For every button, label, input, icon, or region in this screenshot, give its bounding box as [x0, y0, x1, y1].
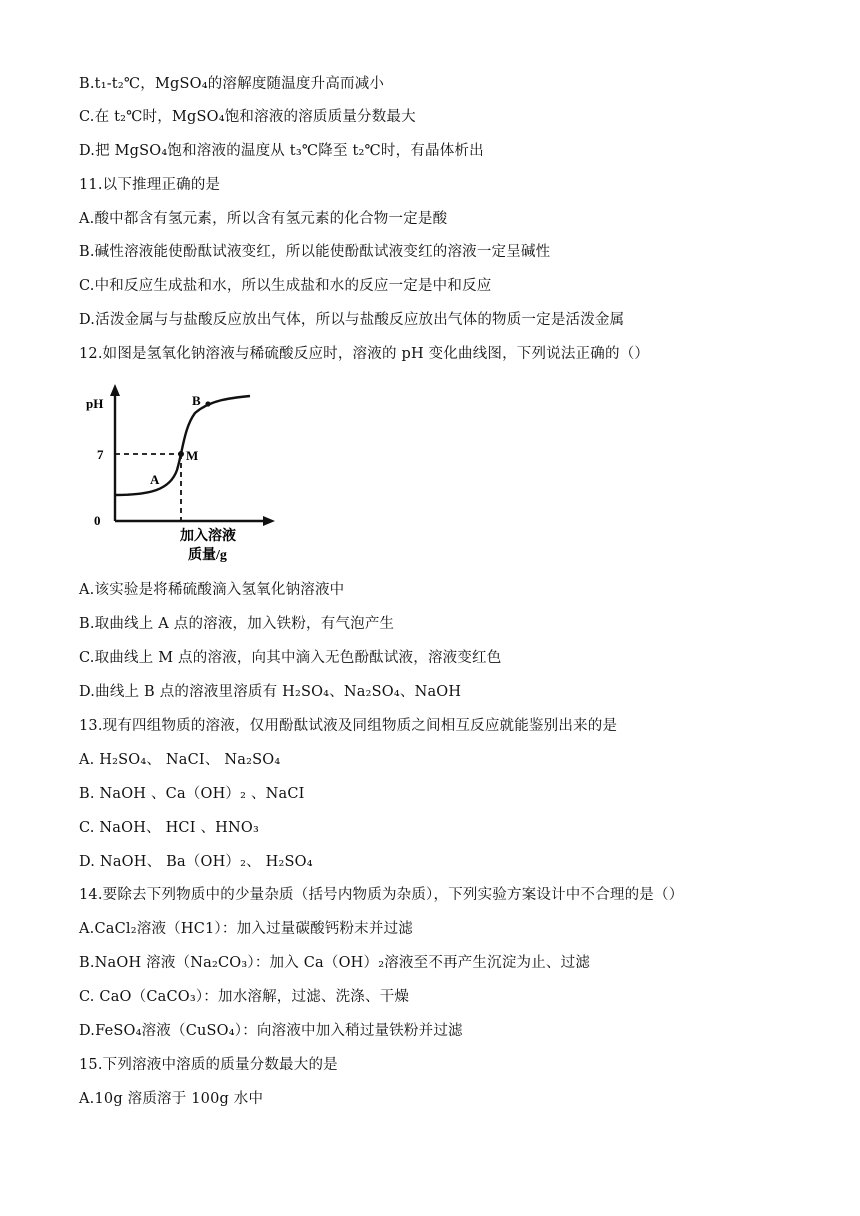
option-11c: C.中和反应生成盐和水，所以生成盐和水的反应一定是中和反应: [79, 278, 492, 294]
x-axis-label-line2: 质量/g: [188, 548, 227, 563]
ph-curve: [115, 396, 250, 495]
y-axis-arrow: [110, 384, 120, 396]
option-14c: C. CaO（CaCO₃）：加水溶解，过滤、洗涤、干燥: [79, 989, 410, 1005]
option-14a: A.CaCl₂溶液（HC1）：加入过量碳酸钙粉末并过滤: [79, 921, 413, 937]
point-m-label: M: [186, 448, 199, 463]
x-axis-arrow: [263, 516, 275, 526]
question-12: 12.如图是氢氧化钠溶液与稀硫酸反应时，溶液的 pH 变化曲线图，下列说法正确的（）: [79, 346, 650, 362]
option-10d: D.把 MgSO₄饱和溶液的温度从 t₃℃降至 t₂℃时，有晶体析出: [79, 143, 484, 159]
option-10b: B.t₁-t₂℃，MgSO₄的溶解度随温度升高而减小: [79, 76, 385, 92]
point-b-label: B: [192, 393, 201, 408]
option-13b: B. NaOH 、Ca（OH）₂ 、NaCI: [79, 786, 305, 802]
option-11b: B.碱性溶液能使酚酞试液变红，所以能使酚酞试液变红的溶液一定呈碱性: [79, 244, 551, 260]
question-14: 14.要除去下列物质中的少量杂质（括号内物质为杂质），下列实验方案设计中不合理的是（）: [79, 887, 684, 903]
option-13d: D. NaOH、 Ba（OH）₂、 H₂SO₄: [79, 854, 313, 870]
question-15: 15.下列溶液中溶质的质量分数最大的是: [79, 1057, 338, 1073]
question-11: 11.以下推理正确的是: [79, 177, 221, 193]
ph-curve-figure: [80, 378, 280, 570]
point-m-marker: [178, 451, 184, 457]
option-12a: A.该实验是将稀硫酸滴入氢氧化钠溶液中: [79, 582, 345, 598]
option-14d: D.FeSO₄溶液（CuSO₄）：向溶液中加入稍过量铁粉并过滤: [79, 1023, 463, 1039]
option-12b: B.取曲线上 A 点的溶液，加入铁粉，有气泡产生: [79, 616, 395, 632]
option-13c: C. NaOH、 HCI 、HNO₃: [79, 820, 259, 836]
tick-label-7: 7: [97, 447, 104, 462]
option-10c: C.在 t₂℃时，MgSO₄饱和溶液的溶质质量分数最大: [79, 109, 416, 125]
option-12c: C.取曲线上 M 点的溶液，向其中滴入无色酚酞试液，溶液变红色: [79, 650, 502, 666]
origin-label: 0: [94, 513, 101, 528]
option-12d: D.曲线上 B 点的溶液里溶质有 H₂SO₄、Na₂SO₄、NaOH: [79, 684, 462, 700]
point-a-label: A: [150, 472, 160, 487]
option-13a: A. H₂SO₄、 NaCI、 Na₂SO₄: [79, 752, 281, 768]
option-15a: A.10g 溶质溶于 100g 水中: [79, 1091, 264, 1107]
x-axis-label-line1: 加入溶液: [180, 529, 236, 544]
option-11a: A.酸中都含有氢元素，所以含有氢元素的化合物一定是酸: [79, 211, 448, 227]
option-11d: D.活泼金属与与盐酸反应放出气体，所以与盐酸反应放出气体的物质一定是活泼金属: [79, 312, 625, 328]
y-axis-label: pH: [86, 396, 104, 411]
option-14b: B.NaOH 溶液（Na₂CO₃）：加入 Ca（OH）₂溶液至不再产生沉淀为止、过滤: [79, 955, 591, 971]
question-13: 13.现有四组物质的溶液，仅用酚酞试液及同组物质之间相互反应就能鉴别出来的是: [79, 718, 618, 734]
point-b-marker: [205, 401, 210, 406]
